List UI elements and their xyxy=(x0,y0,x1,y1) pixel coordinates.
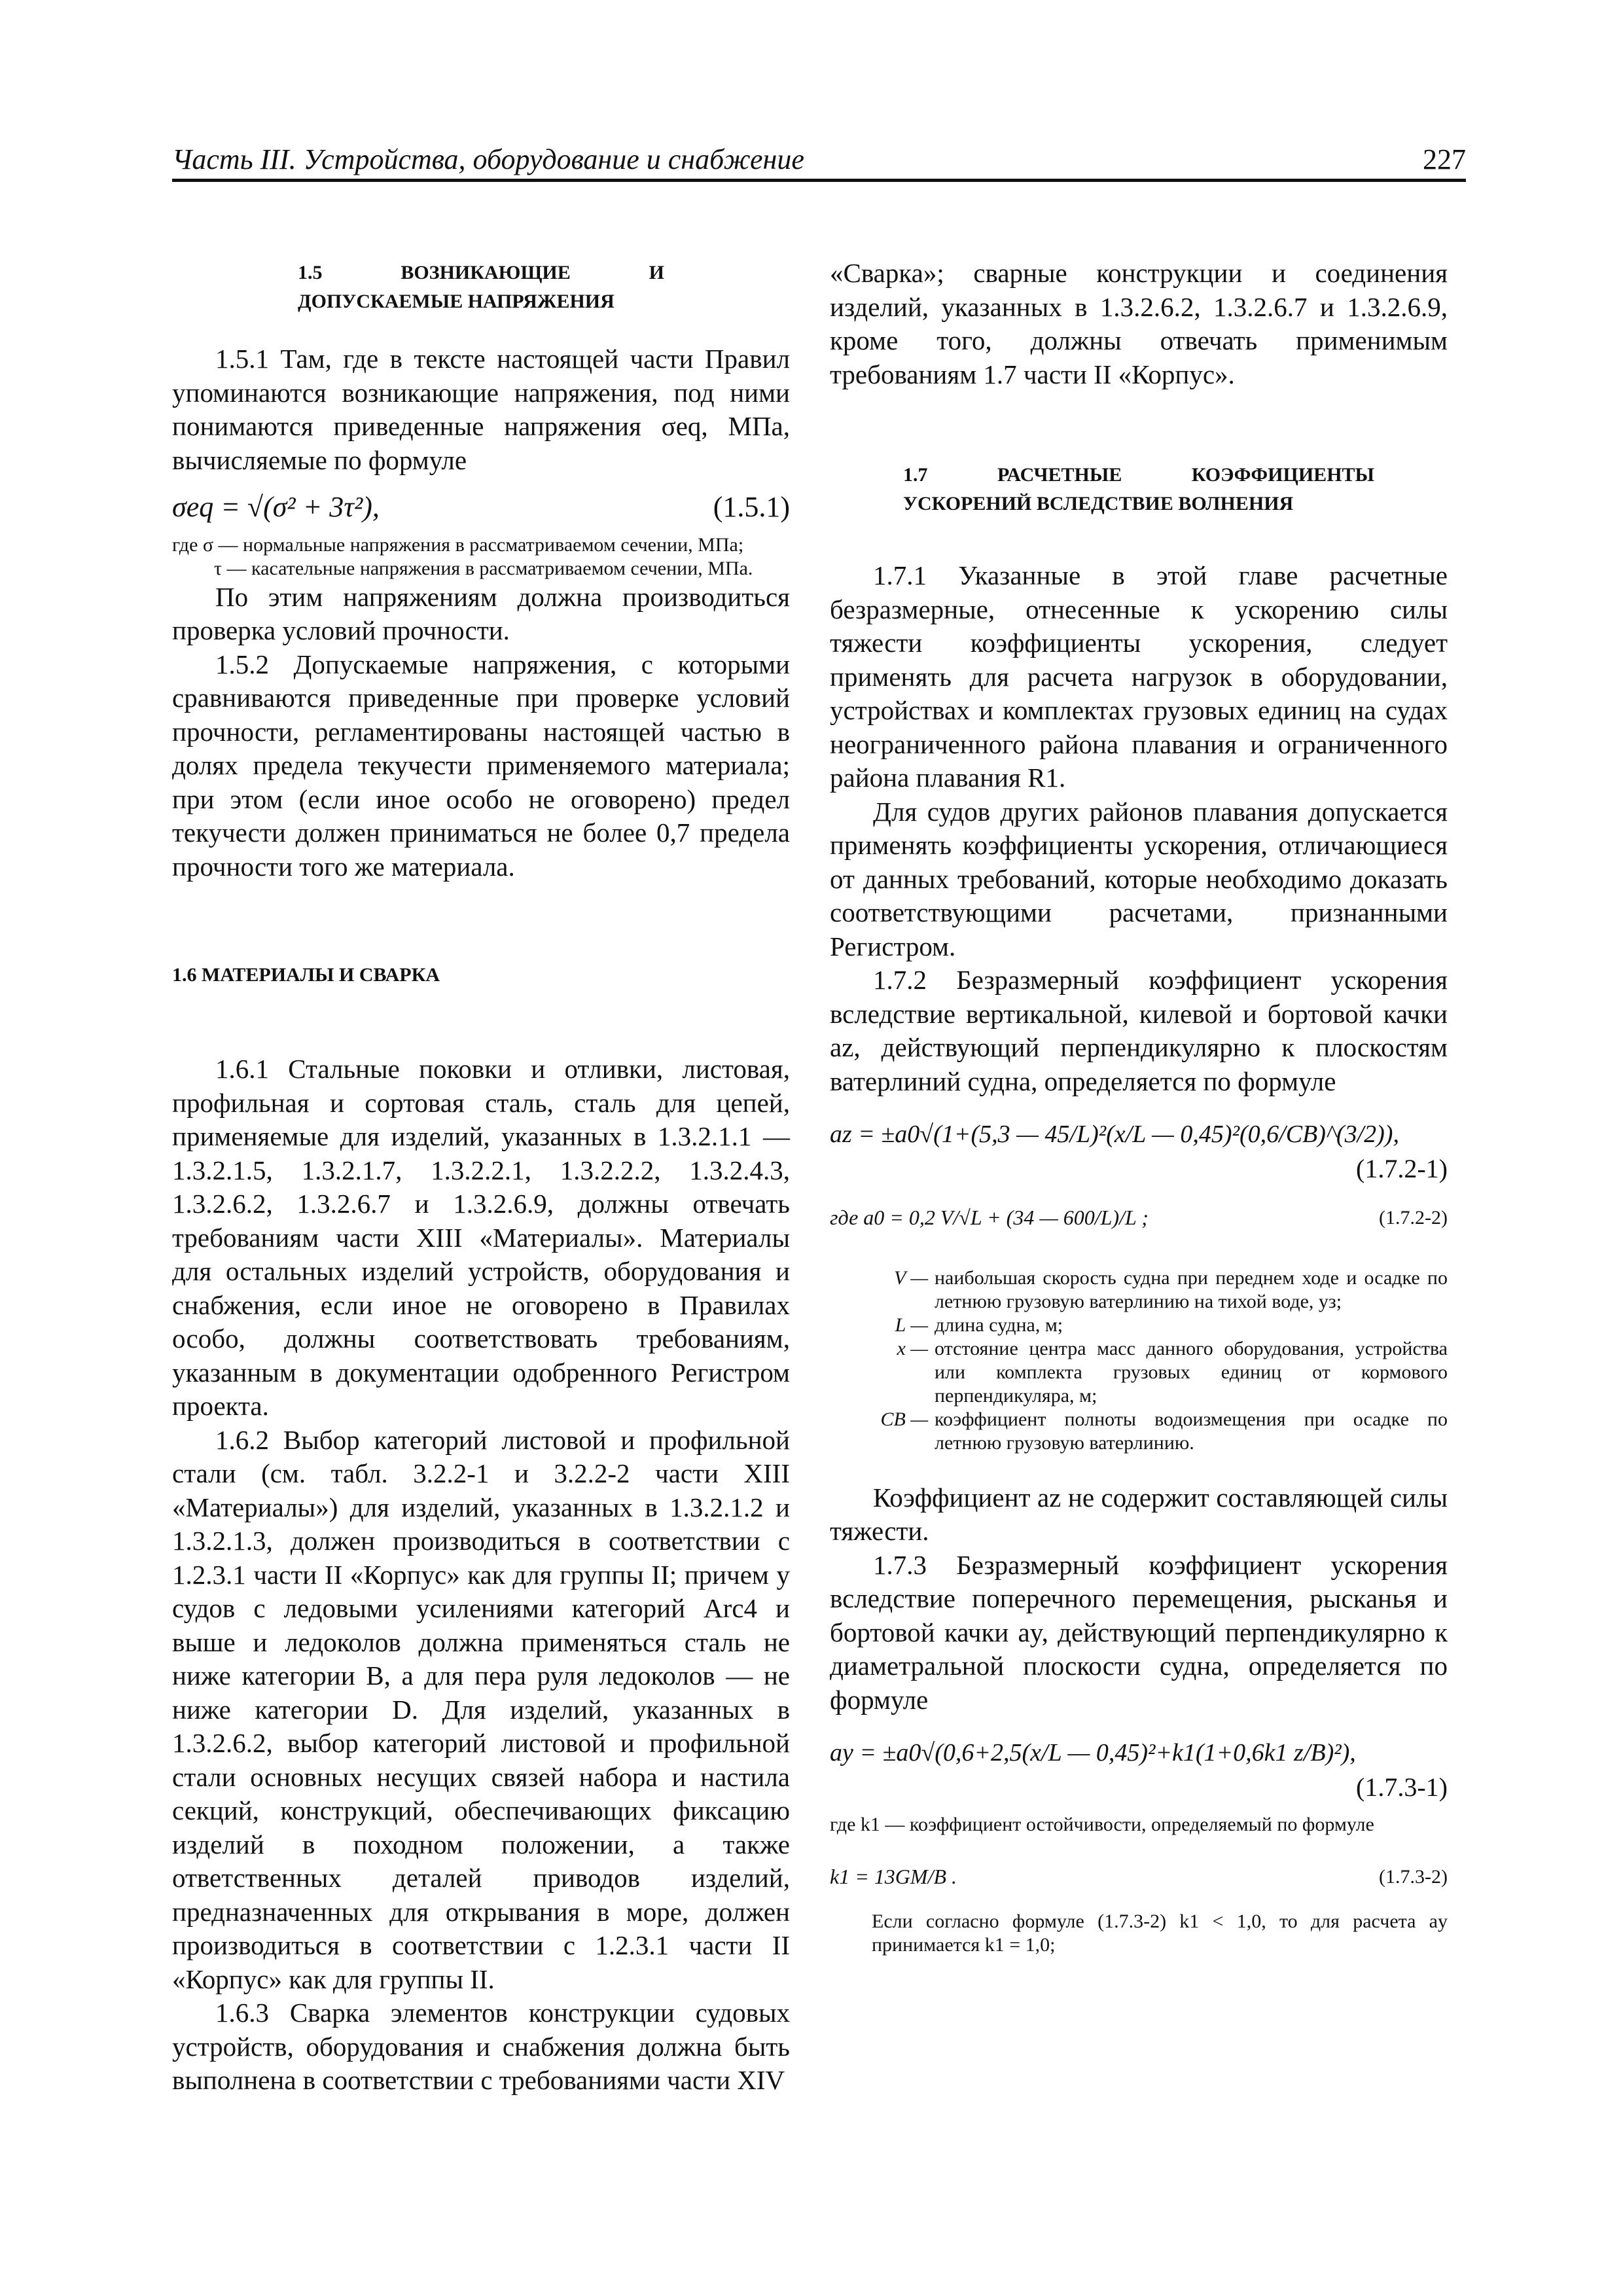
definition-item xyxy=(830,1337,1448,1408)
definition-text: коэффициент полноты водоизмещения при осадке по летнюю грузовую ватерлинию. xyxy=(935,1408,1448,1454)
definition-item xyxy=(830,1266,1448,1314)
section-heading-1-5: 1.5 ВОЗНИКАЮЩИЕ И ДОПУСКАЕМЫЕ НАПРЯЖЕНИЯ xyxy=(298,262,664,312)
page-number: 227 xyxy=(1423,143,1466,175)
definition-tau: τ — касательные напряжения в рассматриваемом сечении, МПа. xyxy=(214,557,753,579)
formula-1-7-2-1 xyxy=(830,1118,1448,1152)
formula-1-7-2-2-expr: где a0 = 0,2 V/√L + (34 — 600/L)/L ; xyxy=(830,1206,1149,1229)
left-column xyxy=(172,259,790,2098)
symbol-definitions xyxy=(830,1266,1448,1455)
definition-item xyxy=(830,1314,1448,1337)
paragraph-k1-rule: Если согласно формуле (1.7.3-2) k1 < 1,0, то для расчета ay принимается k1 = 1,0; xyxy=(872,1910,1448,1956)
paragraph-1-6-2: 1.6.2 Выбор категорий листовой и профильной стали (см. табл. 3.2.2-1 и 3.2.2-2 части XIII «Материалы») для изделий, указанных в 1.3.2.1.2 и 1.3.2.1.3, должен производиться в соответствии с 1.2.3.1 части II «Корпус» как для группы II; причем у судов с ледовыми усилениями категорий Arc4 и выше и ледоколов должна применяться сталь не ниже категории B, а для пера руля ледоколов — не ниже категории D. Для изделий, указанных в 1.3.2.6.2, выбор категорий листовой и профильной стали основных несущих связей набора и настила секций, конструкций, обеспечивающих фиксацию изделий в походном положении, а также ответственных деталей приводов изделий, предназначенных для открывания в море, должен производиться в соответствии с 1.2.3.1 части II «Корпус» как для группы II. xyxy=(172,1424,790,1994)
formula-1-7-3-2-expr: k1 = 13GM/B . xyxy=(830,1865,957,1888)
formula-1-5-1 xyxy=(172,490,790,524)
paragraph-1-6-1: 1.6.1 Стальные поковки и отливки, листовая, профильная и сортовая сталь, сталь для цепей, применяемые для изделий, указанных в 1.3.2.1.1 — 1.3.2.1.5, 1.3.2.1.7, 1.3.2.2.1, 1.3.2.2.2, 1.3.2.4.3, 1.3.2.6.2, 1.3.2.6.7 и 1.3.2.6.9, должны отвечать требованиям части XIII «Материалы». Материалы для остальных изделий устройств, оборудования и снабжения, если иное не оговорено в Правилах особо, должны соответствовать требованиям, указанным в документации одобренного Регистром проекта. xyxy=(172,1054,790,1421)
formula-1-7-3-1-expr: ay = ±a0√(0,6+2,5(x/L — 0,45)²+k1(1+0,6k1 z/B)²), xyxy=(830,1739,1356,1767)
paragraph-1-7-2: 1.7.2 Безразмерный коэффициент ускорения вследствие вертикальной, килевой и бортовой качки az, действующий перпендикулярно к плоскостям ватерлиний судна, определяется по формуле xyxy=(830,965,1448,1096)
header-rule xyxy=(172,179,1466,182)
formula-1-7-2-1-number: (1.7.2-1) xyxy=(1356,1153,1448,1183)
running-header-title: Часть III. Устройства, оборудование и снабжение xyxy=(172,143,804,175)
definition-symbol: L — xyxy=(895,1314,928,1336)
paragraph-1-6-3-continued: «Сварка»; сварные конструкции и соединения изделий, указанных в 1.3.2.6.2, 1.3.2.6.7 и 1.3.2.6.9, кроме того, должны отвечать применимым требованиям 1.7 части II «Корпус». xyxy=(830,258,1448,389)
paragraph-1-6-3: 1.6.3 Сварка элементов конструкции судовых устройств, оборудования и снабжения должна быть выполнена в соответствии с требованиями части XIV xyxy=(172,1998,790,2095)
definition-k1: где k1 — коэффициент остойчивости, определяемый по формуле xyxy=(830,1814,1374,1835)
definition-symbol: x — xyxy=(897,1337,928,1359)
paragraph-az-note: Коэффициент az не содержит составляющей силы тяжести. xyxy=(830,1482,1448,1546)
right-column xyxy=(830,257,1448,1957)
formula-1-7-2-1-expr: az = ±a0√(1+(5,3 — 45/L)²(x/L — 0,45)²(0,6/CB)^(3/2)), xyxy=(830,1121,1399,1148)
paragraph-check: По этим напряжениям должна производиться проверка условий прочности. xyxy=(172,581,790,645)
formula-1-5-1-expr: σeq = √(σ² + 3τ²), xyxy=(172,491,380,523)
formula-1-7-2-2-number: (1.7.2-2) xyxy=(1379,1207,1448,1229)
section-heading-1-7: 1.7 РАСЧЕТНЫЕ КОЭФФИЦИЕНТЫ УСКОРЕНИЙ ВСЛЕДСТВИЕ ВОЛНЕНИЯ xyxy=(903,464,1374,514)
definition-sigma: где σ — нормальные напряжения в рассматриваемом сечении, МПа; xyxy=(172,533,744,556)
definition-symbol: V — xyxy=(894,1266,928,1289)
paragraph-1-7-1: 1.7.1 Указанные в этой главе расчетные безразмерные, отнесенные к ускорению силы тяжести коэффициенты ускорения, следует применять для расчета нагрузок в оборудовании, устройствах и комплектах грузовых единиц на судах неограниченного района плавания и ограниченного района плавания R1. xyxy=(830,560,1448,793)
formula-1-7-2-2 xyxy=(830,1201,1448,1235)
formula-1-7-3-2 xyxy=(830,1860,1448,1894)
paragraph-1-5-2: 1.5.2 Допускаемые напряжения, с которыми сравниваются приведенные при проверке условий прочности, регламентированы настоящей частью в долях предела текучести применяемого материала; при этом (если иное особо не оговорено) предел текучести должен приниматься не более 0,7 предела прочности того же материала. xyxy=(172,649,790,882)
paragraph-1-7-3: 1.7.3 Безразмерный коэффициент ускорения вследствие поперечного перемещения, рысканья и бортовой качки ay, действующий перпендикулярно к диаметральной плоскости судна, определяется по формуле xyxy=(830,1549,1448,1715)
paragraph-1-5-1: 1.5.1 Там, где в тексте настоящей части Правил упоминаются возникающие напряжения, под ними понимаются приведенные напряжения σeq, МПа, вычисляемые по формуле xyxy=(172,344,790,475)
formula-1-7-3-1-number-row xyxy=(830,1770,1448,1804)
formula-1-7-3-2-number: (1.7.3-2) xyxy=(1379,1866,1448,1888)
formula-1-7-2-1-number-row xyxy=(830,1152,1448,1186)
paragraph-1-7-1b: Для судов других районов плавания допускается применять коэффициенты ускорения, отличающиеся от данных требований, которые необходимо доказать соответствующими расчетами, признанными Регистром. xyxy=(830,796,1448,961)
formula-1-7-3-1-number: (1.7.3-1) xyxy=(1356,1772,1448,1802)
definition-symbol: CB — xyxy=(880,1408,928,1430)
definition-text: длина судна, м; xyxy=(935,1314,1063,1336)
definition-item xyxy=(830,1408,1448,1455)
formula-1-7-3-1 xyxy=(830,1736,1448,1770)
section-heading-1-6: 1.6 МАТЕРИАЛЫ И СВАРКА xyxy=(172,964,440,986)
definition-text: наибольшая скорость судна при переднем ходе и осадке по летнюю грузовую ватерлинию на тихой воде, уз; xyxy=(935,1266,1448,1312)
formula-1-5-1-number: (1.5.1) xyxy=(713,491,790,523)
definition-text: отстояние центра масс данного оборудования, устройства или комплекта грузовых единиц от кормового перпендикуляра, м; xyxy=(935,1337,1448,1407)
